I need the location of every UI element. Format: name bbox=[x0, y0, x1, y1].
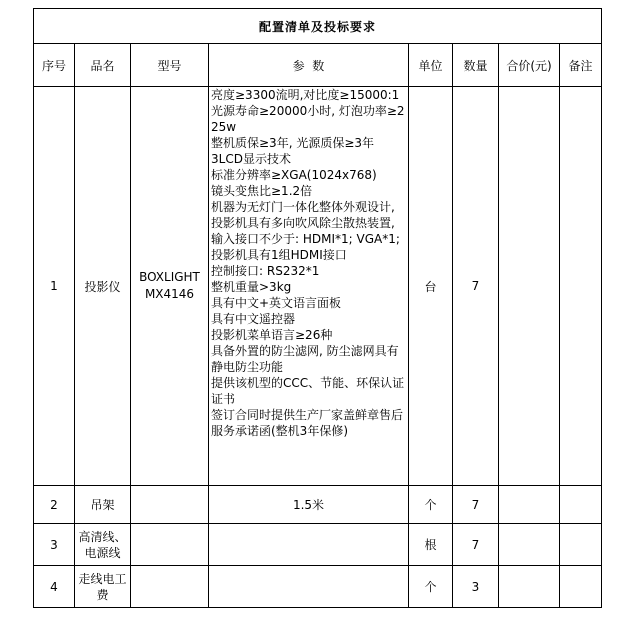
configuration-table bbox=[33, 8, 602, 608]
param-line: 机器为无灯门一体化整体外观设计, bbox=[211, 200, 395, 214]
header-params: 参 数 bbox=[209, 44, 409, 87]
row-qty: 7 bbox=[453, 486, 499, 524]
param-line: 投影机具有多向吹风除尘散热装置, bbox=[211, 216, 395, 230]
row-no: 4 bbox=[34, 566, 75, 608]
table-title: 配置清单及投标要求 bbox=[34, 9, 602, 44]
row-name: 吊架 bbox=[75, 486, 131, 524]
param-line: 投影机菜单语言≥26种 bbox=[211, 328, 333, 342]
table-row bbox=[34, 524, 602, 566]
row-params bbox=[209, 524, 409, 566]
header-model: 型号 bbox=[131, 44, 209, 87]
param-line: 输入接口不少于: HDMI*1; VGA*1; bbox=[211, 232, 400, 246]
row-note bbox=[560, 486, 602, 524]
param-line: 3LCD显示技术 bbox=[211, 152, 291, 166]
param-line: 整机质保≥3年, 光源质保≥3年 bbox=[211, 136, 375, 150]
row-no: 2 bbox=[34, 486, 75, 524]
param-line: 投影机具有1组HDMI接口 bbox=[211, 248, 347, 262]
table-row bbox=[34, 87, 602, 486]
row-name: 高清线、电源线 bbox=[75, 524, 131, 566]
param-line: 镜头变焦比≥1.2倍 bbox=[211, 184, 313, 198]
row-name: 走线电工费 bbox=[75, 566, 131, 608]
param-line: 整机重量>3kg bbox=[211, 280, 292, 294]
param-line: 具有中文遥控器 bbox=[211, 312, 296, 326]
row-params bbox=[209, 87, 409, 486]
row-model bbox=[131, 524, 209, 566]
row-no: 3 bbox=[34, 524, 75, 566]
row-unit: 个 bbox=[409, 486, 453, 524]
row-price bbox=[499, 524, 560, 566]
param-line: 亮度≥3300流明,对比度≥15000:1 bbox=[211, 88, 400, 102]
row-note bbox=[560, 566, 602, 608]
row-qty: 7 bbox=[453, 87, 499, 486]
row-note bbox=[560, 524, 602, 566]
param-line: 标准分辨率≥XGA(1024x768) bbox=[211, 168, 377, 182]
model-line: BOXLIGHT bbox=[139, 270, 200, 284]
row-unit: 个 bbox=[409, 566, 453, 608]
row-unit: 台 bbox=[409, 87, 453, 486]
param-line: 具有中文+英文语言面板 bbox=[211, 296, 342, 310]
param-line: 控制接口: RS232*1 bbox=[211, 264, 320, 278]
param-line: 具备外置的防尘滤网, 防尘滤网具有静电防尘功能 bbox=[211, 344, 399, 374]
header-qty: 数量 bbox=[453, 44, 499, 87]
row-price bbox=[499, 486, 560, 524]
row-params bbox=[209, 566, 409, 608]
row-params: 1.5米 bbox=[209, 486, 409, 524]
row-model bbox=[131, 486, 209, 524]
header-no: 序号 bbox=[34, 44, 75, 87]
row-model bbox=[131, 87, 209, 486]
model-line: MX4146 bbox=[144, 287, 195, 301]
header-note: 备注 bbox=[560, 44, 602, 87]
header-row bbox=[34, 44, 602, 87]
row-no: 1 bbox=[34, 87, 75, 486]
header-price: 合价(元) bbox=[499, 44, 560, 87]
row-model bbox=[131, 566, 209, 608]
param-line: 签订合同时提供生产厂家盖鲜章售后服务承诺函(整机3年保修) bbox=[211, 408, 404, 438]
header-unit: 单位 bbox=[409, 44, 453, 87]
param-line: 光源寿命≥20000小时, 灯泡功率≥225w bbox=[211, 104, 405, 134]
table-row bbox=[34, 486, 602, 524]
table-row bbox=[34, 566, 602, 608]
row-note bbox=[560, 87, 602, 486]
row-qty: 7 bbox=[453, 524, 499, 566]
row-price bbox=[499, 566, 560, 608]
param-line: 提供该机型的CCC、节能、环保认证证书 bbox=[211, 376, 405, 406]
header-name: 品名 bbox=[75, 44, 131, 87]
row-price bbox=[499, 87, 560, 486]
row-name: 投影仪 bbox=[75, 87, 131, 486]
row-unit: 根 bbox=[409, 524, 453, 566]
row-qty: 3 bbox=[453, 566, 499, 608]
